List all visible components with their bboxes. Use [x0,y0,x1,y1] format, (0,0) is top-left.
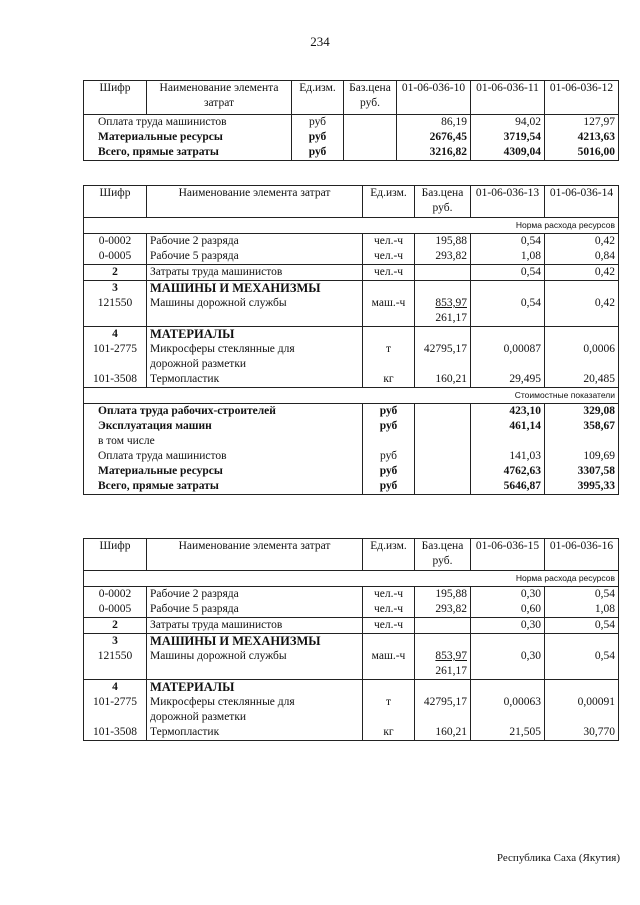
header-base-price: Баз.цена руб. [415,186,471,218]
table-row: Материальные ресурсы руб 2676,45 3719,54 4213,63 [84,130,619,145]
header-unit: Ед.изм. [363,186,415,218]
table-row: 2 Затраты труда машинистов чел.-ч 0,30 0,54 [84,618,619,634]
table-row: 0-0002 Рабочие 2 разряда чел.-ч 195,88 0,54 0,42 [84,234,619,250]
norm-label: Норма расхода ресурсов [84,218,619,234]
table-row: Всего, прямые затраты руб 5646,87 3995,33 [84,479,619,495]
cost-table-1 [83,80,619,161]
table-row: 0-0005 Рабочие 5 разряда чел.-ч 293,82 0,60 1,08 [84,602,619,618]
table-row: Оплата труда машинистов руб 86,19 94,02 127,97 [84,115,619,131]
table-row: Всего, прямые затраты руб 3216,82 4309,04 5016,00 [84,145,619,161]
header-base-price: Баз.цена руб. [344,81,397,115]
table-row: 0-0005 Рабочие 5 разряда чел.-ч 293,82 1,08 0,84 [84,249,619,265]
table-row: 101-2775 Микросферы стеклянные для дорожной разметки т 42795,17 0,00087 0,0006 [84,342,619,372]
header-name: Наименование элемента затрат [147,186,363,218]
table-row: 4 МАТЕРИАЛЫ [84,327,619,343]
table-row: 2 Затраты труда машинистов чел.-ч 0,54 0,42 [84,265,619,281]
header-code: Шифр [84,81,147,115]
table-row: 121550 Машины дорожной службы маш.-ч 853,97 261,17 0,54 0,42 [84,296,619,327]
table-row: 3 МАШИНЫ И МЕХАНИЗМЫ [84,281,619,297]
cost-table-3 [83,538,619,741]
table-row: 121550 Машины дорожной службы маш.-ч 853,97 261,17 0,30 0,54 [84,649,619,680]
cost-label: Стоимостные показатели [84,388,619,404]
table-row: 101-3508 Термопластик кг 160,21 21,505 30,770 [84,725,619,741]
header-name: Наименование элемента затрат [147,81,292,115]
table-row: 101-3508 Термопластик кг 160,21 29,495 20,485 [84,372,619,388]
cost-table-2 [83,185,619,495]
norm-label: Норма расхода ресурсов [84,571,619,587]
header-code: Шифр [84,539,147,571]
table-row: Материальные ресурсы руб 4762,63 3307,58 [84,464,619,479]
header-name: Наименование элемента затрат [147,539,363,571]
table-row: Оплата труда рабочих-строителей руб 423,10 329,08 [84,404,619,420]
header-code: Шифр [84,186,147,218]
header-col: 01-06-036-10 [397,81,471,115]
header-base-price: Баз.цена руб. [415,539,471,571]
table-row: 0-0002 Рабочие 2 разряда чел.-ч 195,88 0,30 0,54 [84,587,619,603]
header-unit: Ед.изм. [292,81,344,115]
table-row: 101-2775 Микросферы стеклянные для дорожной разметки т 42795,17 0,00063 0,00091 [84,695,619,725]
page-number: 234 [310,34,330,49]
table-row: в том числе [84,434,619,449]
header-unit: Ед.изм. [363,539,415,571]
header-col: 01-06-036-14 [545,186,619,218]
table-row: Эксплуатация машин руб 461,14 358,67 [84,419,619,434]
header-col: 01-06-036-13 [471,186,545,218]
header-col: 01-06-036-16 [545,539,619,571]
footer-region: Республика Саха (Якутия) [496,852,620,864]
table-row: Оплата труда машинистов руб 141,03 109,69 [84,449,619,464]
header-col: 01-06-036-11 [471,81,545,115]
header-col: 01-06-036-12 [545,81,619,115]
table-row: 4 МАТЕРИАЛЫ [84,680,619,696]
header-col: 01-06-036-15 [471,539,545,571]
table-row: 3 МАШИНЫ И МЕХАНИЗМЫ [84,634,619,650]
